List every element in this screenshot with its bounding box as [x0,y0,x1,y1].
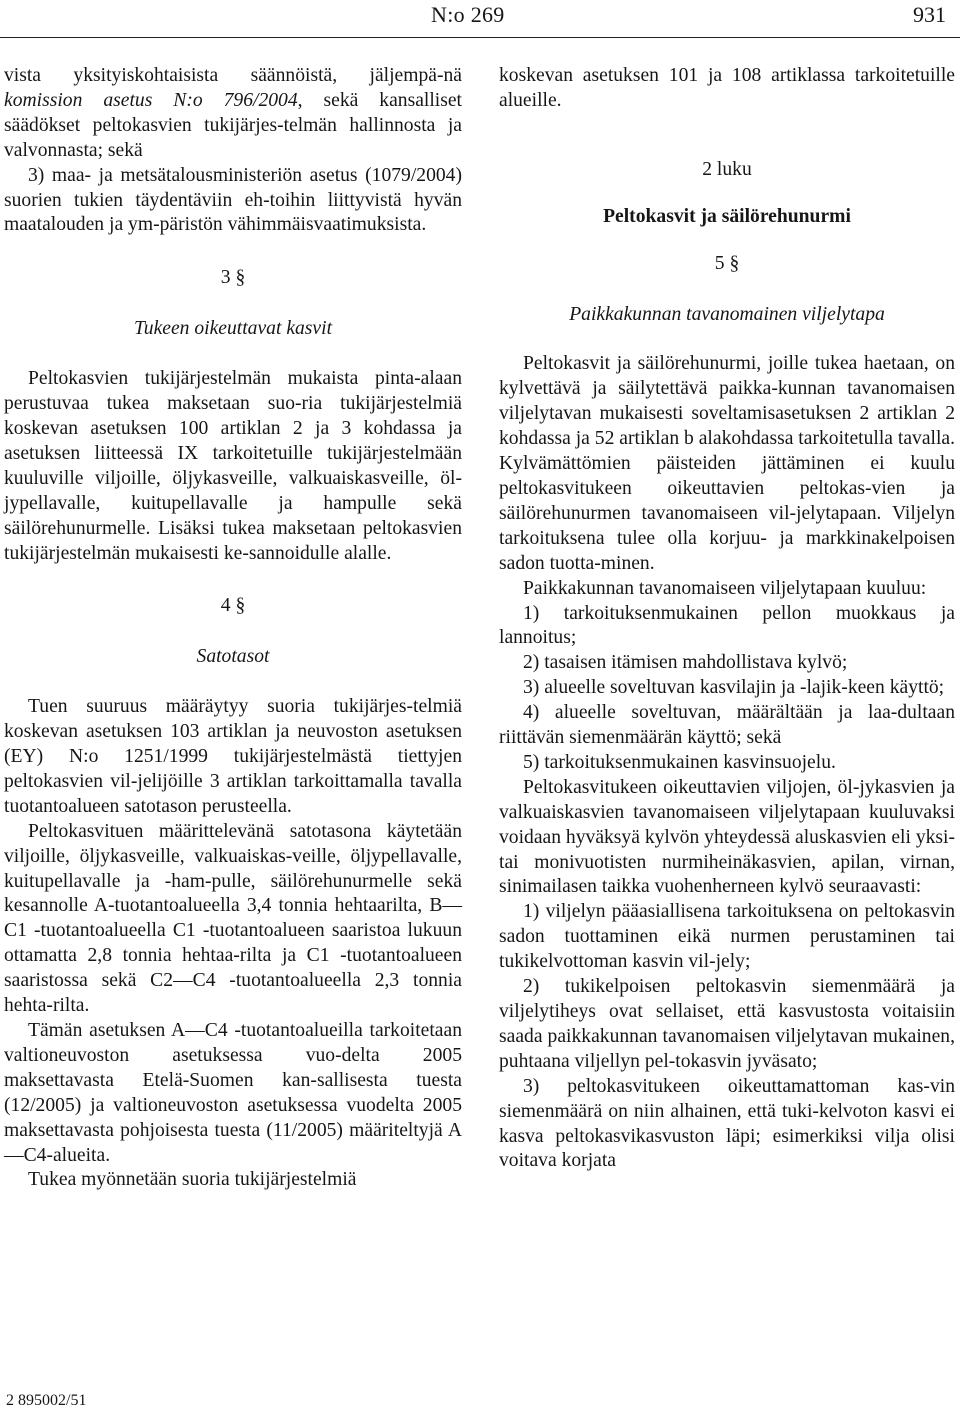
list-2-item: 2) tukikelpoisen peltokasvin siemenmäärä ja viljelytiheys ovat sellaiset, että kasvustosta voitaisiin saada paikkakunnan tavanomaisen viljelytavan mukainen, puhtaana viljellyn pel-tokasvin jyväsato; [499,976,955,1072]
right-column [499,64,955,1174]
intro-italic: komission asetus N:o 796/2004 [4,89,298,111]
list-1-item: 4) alueelle soveltuvan, määrältään ja laa-dultaan riittävän siemenmäärän käyttö; sekä [499,702,955,749]
section-4-title: Satotasot [196,646,270,668]
section-5-para-1: Peltokasvit ja säilörehunurmi, joille tukea haetaan, on kylvettävä ja säilytettävä paikka-kunnan tavanomaisen viljelytavan mukaisesti soveltamisasetuksen 2 artiklan 2 kohdassa ja 52 artiklan b alakohdassa tarkoitetulla tavalla. Kylvämättömien päisteiden jättäminen ei kuulu peltokasvitukeen oikeuttavien peltokas-vien ja säilörehunurmen tavanomaiseen vil-jelytapaan. Viljelyn tarkoituksena tulee olla korjuu- ja markkinakelpoisen sadon tuotta-minen. [499,353,955,574]
page-header-issue: N:o 269 [431,2,505,27]
section-5-title: Paikkakunnan tavanomainen viljelytapa [569,303,885,325]
section-5-para-3: Peltokasvitukeen oikeuttavien viljojen, öl-jykasvien ja valkuaiskasvien tavanomaiseen viljelytapaan kuuluvaksi voidaan hyväksyä kylvön yhteydessä aluskasvien eli yksi- tai monivuotisten nurmiheinäkasvien, apilan, virnan, sinimailasen taikka vuohenherneen kylvö seuraavasti: [499,776,956,898]
list-1-item: 3) alueelle soveltuvan kasvilajin ja -lajik-keen käyttö; [523,677,945,699]
left-column [4,64,462,1193]
section-4-para-4: Tukea myönnetään suoria tukijärjestelmiä [28,1169,357,1191]
section-4-para-3: Tämän asetuksen A—C4 -tuotantoalueilla tarkoitetaan valtioneuvoston asetuksessa vuo-delta 2005 maksettavasta Etelä-Suomen kan-sallisesta tuesta (12/2005) ja valtioneuvoston asetuksessa vuodelta 2005 maksettavasta pohjoisesta tuesta (11/2005) määriteltyjä A—C4-alueita. [4,1020,462,1166]
list-2-item: 1) viljelyn pääasiallisena tarkoituksena on peltokasvin sadon tuottaminen eikä nurmen perustaminen tai tukikelvottoman kasvin vil-jely; [499,901,955,973]
page-number: 931 [913,2,946,27]
footer-code: 2 895002/51 [6,1392,87,1409]
section-4-para-1: Tuen suuruus määräytyy suoria tukijärjes-telmiä koskevan asetuksen 103 artiklan ja neuvoston asetuksen (EY) N:o 1251/1999 tukijärjestelmästä tiettyjen peltokasvien vil-jelijöille 3 artiklan tarkoittamalla tavalla tuotantoalueen satotason perusteella. [4,696,462,817]
item-3: 3) maa- ja metsätalousministeriön asetus (1079/2004) suorien tukien täydentäviin eh-toihin liittyvistä hyvän maatalouden ja ym-päristön vähimmäisvaatimuksista. [4,164,462,236]
section-5-number: 5 § [714,252,740,274]
intro-paragraph [4,64,462,164]
intro-text: vista yksityiskohtaisista säännöistä, jäljempä-nä [4,65,462,86]
section-4-number: 4 § [220,595,246,617]
intro-text-cont: , sekä kansalliset säädökset peltokasvien tukijärjes-telmän hallinnosta ja valvonnasta; sekä [4,89,462,161]
section-5-para-2: Paikkakunnan tavanomaiseen viljelytapaan kuuluu: [523,577,927,599]
list-1-item: 2) tasaisen itämisen mahdollistava kylvö; [523,652,848,674]
list-2-item: 3) peltokasvitukeen oikeuttamattoman kas-vin siemenmäärä on niin alhainen, että tuki-kelvoton kasvi ei kasva peltokasvikasvuston läpi; esimerkiksi vilja olisi voitava korjata [499,1075,955,1172]
list-1-item: 1) tarkoituksenmukainen pellon muokkaus ja lannoitus; [499,602,955,649]
section-4-para-2: Peltokasvituen määrittelevänä satotasona käytetään viljoille, öljykasveille, valkuaiskas-veille, öljypellavalle, kuitupellavalle ja -ham-pulle, säilörehunurmelle sekä kesannolle A-tuotantoalueella 3,4 tonnia hehtaarilta, B—C1 -tuotantoalueella C1 -tuotantoalueen saaristoa lukuun ottamatta 2,8 tonnia hehtaa-rilta ja C1 -tuotantoalueen saaristossa sekä C2—C4 -tuotantoalueella 2,3 tonnia hehta-rilta. [4,820,462,1017]
section-3-number: 3 § [220,267,246,289]
chapter-title: Peltokasvit ja säilörehunurmi [603,205,851,227]
list-1-item: 5) tarkoituksenmukainen kasvinsuojelu. [523,751,836,773]
continuation-paragraph: koskevan asetuksen 101 ja 108 artiklassa tarkoitetuille alueille. [499,65,955,111]
section-3-para-1: Peltokasvien tukijärjestelmän mukaista pinta-alaan perustuvaa tukea maksetaan suo-ria tukijärjestelmiä koskevan asetuksen 100 artiklan 2 ja 3 kohdassa ja asetuksen liitteessä IX tarkoitetuille tukijärjestelmään kuuluville viljoille, öljykasveille, valkuaiskasveille, öl-jypellavalle, kuitupellavalle ja hampulle sekä säilörehunurmelle. Lisäksi tukea maksetaan peltokasvien tukijärjestelmän mukaisesti ke-sannoidulle alalle. [4,368,462,564]
header-rule [0,37,960,38]
section-3-title: Tukeen oikeuttavat kasvit [133,318,333,340]
chapter-number: 2 luku [702,158,752,180]
